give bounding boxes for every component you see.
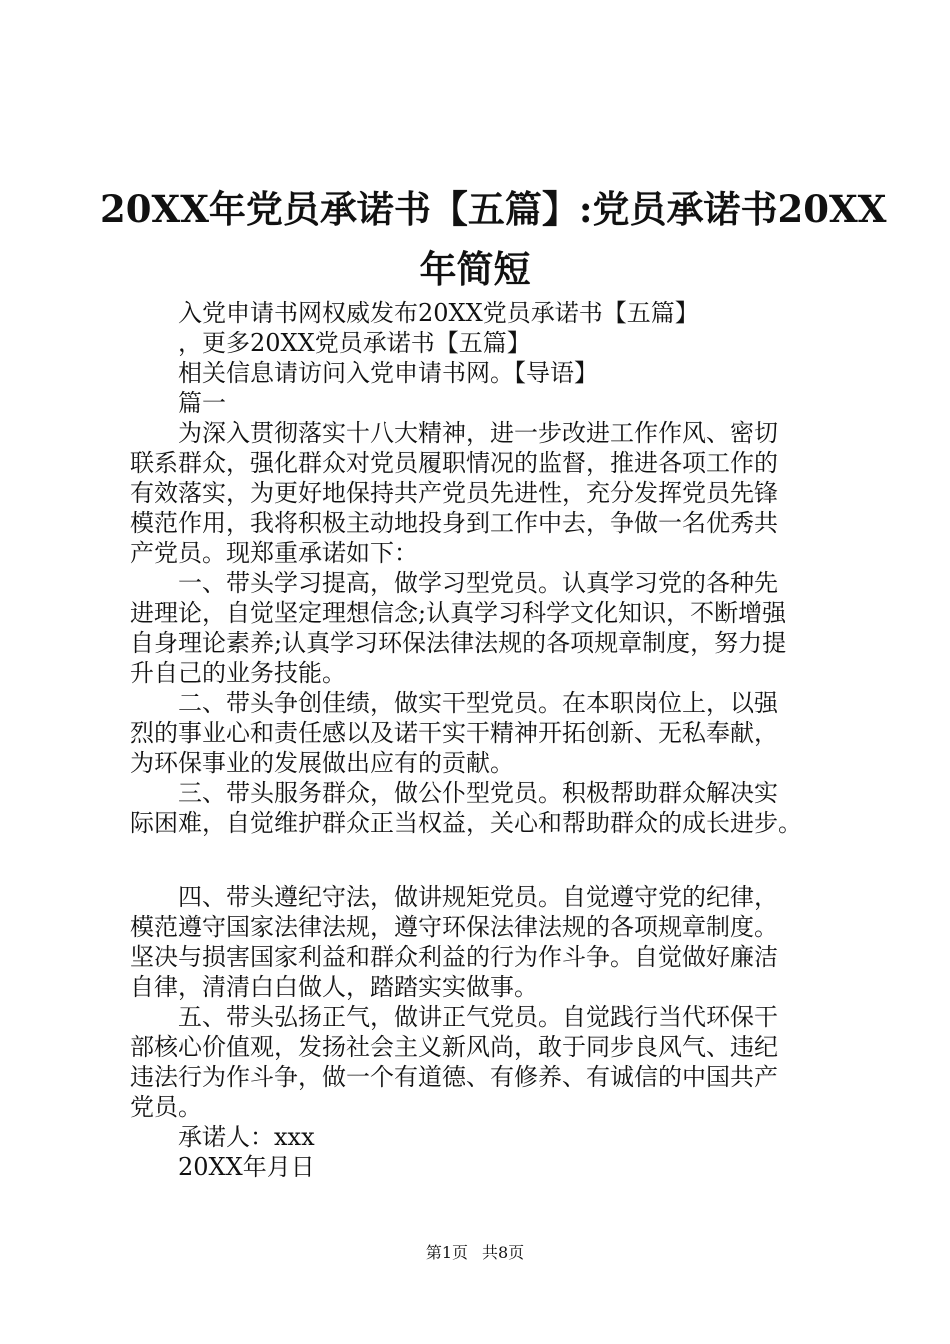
body-line: 产党员。现郑重承诺如下： [130, 539, 418, 567]
document-title-line-2: 年简短 [419, 247, 531, 291]
body-line-blank [130, 838, 840, 882]
body-line: 升自己的业务技能。 [130, 659, 346, 687]
page-total: 共8页 [482, 1243, 525, 1262]
body-line: 为深入贯彻落实十八大精神，进一步改进工作作风、密切 [178, 419, 778, 447]
body-line: 部核心价值观，发扬社会主义新风尚，敢于同步良风气、违纪 [130, 1033, 778, 1061]
body-line: 相关信息请访问入党申请书网。【导语】 [178, 359, 598, 387]
body-line: 自身理论素养;认真学习环保法律法规的各项规章制度，努力提 [130, 629, 787, 657]
body-line: 模范作用，我将积极主动地投身到工作中去，争做一名优秀共 [130, 509, 778, 537]
body-line: 为环保事业的发展做出应有的贡献。 [130, 749, 514, 777]
body-line: 五、带头弘扬正气，做讲正气党员。自觉践行当代环保干 [178, 1003, 778, 1031]
body-line: 际困难，自觉维护群众正当权益，关心和帮助群众的成长进步。 [130, 809, 802, 837]
body-line: 一、带头学习提高，做学习型党员。认真学习党的各种先 [178, 569, 778, 597]
body-line: 入党申请书网权威发布20XX党员承诺书【五篇】 [178, 299, 699, 327]
body-line: ，更多20XX党员承诺书【五篇】 [178, 329, 531, 357]
body-line: 有效落实，为更好地保持共产党员先进性，充分发挥党员先锋 [130, 479, 778, 507]
document-title-line-1: 20XX年党员承诺书【五篇】:党员承诺书20XX [100, 187, 887, 231]
body-line: 党员。 [130, 1093, 202, 1121]
page-number: 第1页 [425, 1243, 468, 1262]
body-line: 坚决与损害国家利益和群众利益的行为作斗争。自觉做好廉洁 [130, 943, 778, 971]
document-body [130, 298, 840, 1182]
body-line: 三、带头服务群众，做公仆型党员。积极帮助群众解决实 [178, 779, 778, 807]
date-line: 20XX年月日 [178, 1153, 315, 1181]
body-line: 四、带头遵纪守法，做讲规矩党员。自觉遵守党的纪律， [178, 883, 778, 911]
page-footer [0, 1243, 950, 1263]
body-line: 烈的事业心和责任感以及诺干实干精神开拓创新、无私奉献， [130, 719, 778, 747]
body-line: 违法行为作斗争，做一个有道德、有修养、有诚信的中国共产 [130, 1063, 778, 1091]
signer-line: 承诺人：xxx [178, 1123, 315, 1151]
body-line: 模范遵守国家法律法规，遵守环保法律法规的各项规章制度。 [130, 913, 778, 941]
body-line: 二、带头争创佳绩，做实干型党员。在本职岗位上，以强 [178, 689, 778, 717]
body-line: 进理论，自觉坚定理想信念;认真学习科学文化知识，不断增强 [130, 599, 787, 627]
body-line: 自律，清清白白做人，踏踏实实做事。 [130, 973, 538, 1001]
body-line: 联系群众，强化群众对党员履职情况的监督，推进各项工作的 [130, 449, 778, 477]
body-line: 篇一 [178, 389, 226, 417]
